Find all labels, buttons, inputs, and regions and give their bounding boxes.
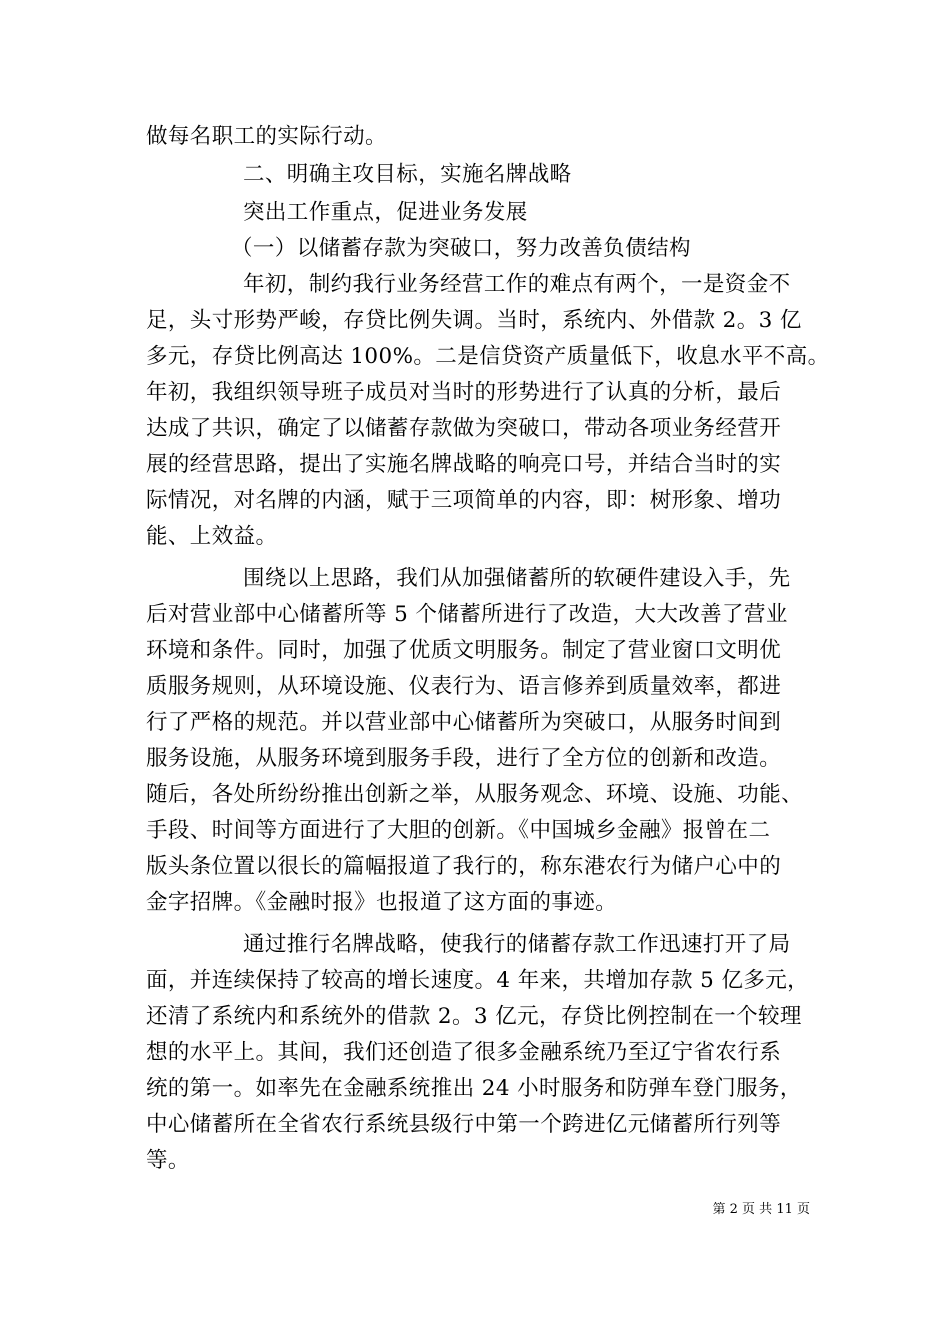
paragraph-line: 统的第一。如率先在金融系统推出 24 小时服务和防弹车登门服务，: [146, 1076, 802, 1101]
paragraph-line: 金字招牌。《金融时报》也报道了这方面的事迹。: [146, 890, 618, 915]
paragraph-line: 围绕以上思路，我们从加强储蓄所的软硬件建设入手，先: [243, 566, 791, 591]
paragraph-line: 手段、时间等方面进行了大胆的创新。《中国城乡金融》报曾在二: [146, 818, 771, 843]
paragraph-line: 随后，各处所纷纷推出创新之举，从服务观念、环境、设施、功能、: [146, 782, 804, 807]
paragraph-line: 展的经营思路，提出了实施名牌战略的响亮口号，并结合当时的实: [146, 452, 782, 477]
paragraph-line: 中心储蓄所在全省农行系统县级行中第一个跨进亿元储蓄所行列等: [146, 1112, 782, 1137]
page-number: 第 2 页 共 11 页: [712, 1202, 810, 1217]
paragraph-line: 年初，我组织领导班子成员对当时的形势进行了认真的分析，最后: [146, 380, 782, 405]
paragraph-line: 能、上效益。: [146, 524, 278, 549]
paragraph-line: 际情况，对名牌的内涵，赋于三项简单的内容，即：树形象、增功: [146, 488, 782, 513]
paragraph-line: 等。: [146, 1148, 190, 1173]
paragraph-line: 面，并连续保持了较高的增长速度。4 年来，共增加存款 5 亿多元，: [146, 968, 810, 993]
paragraph-line: 足，头寸形势严峻，存贷比例失调。当时，系统内、外借款 2。3 亿: [146, 308, 802, 333]
paragraph-line: 版头条位置以很长的篇幅报道了我行的，称东港农行为储户心中的: [146, 854, 782, 879]
paragraph-line: 行了严格的规范。并以营业部中心储蓄所为突破口，从服务时间到: [146, 710, 782, 735]
paragraph-line: 还清了系统内和系统外的借款 2。3 亿元，存贷比例控制在一个较理: [146, 1004, 802, 1029]
body-text-line: 做每名职工的实际行动。: [146, 124, 387, 149]
paragraph-line: 后对营业部中心储蓄所等 5 个储蓄所进行了改造，大大改善了营业: [146, 602, 788, 627]
paragraph-line: 多元，存贷比例高达 100%。二是信贷资产质量低下，收息水平不高。: [146, 344, 830, 369]
section-subheading: 突出工作重点，促进业务发展: [243, 200, 528, 225]
paragraph-line: 质服务规则，从环境设施、仪表行为、语言修养到质量效率，都进: [146, 674, 782, 699]
section-heading: 二、明确主攻目标，实施名牌战略: [243, 162, 572, 187]
paragraph-line: 服务设施，从服务环境到服务手段，进行了全方位的创新和改造。: [146, 746, 782, 771]
paragraph-line: 通过推行名牌战略，使我行的储蓄存款工作迅速打开了局: [243, 932, 791, 957]
subsection-heading: （一）以储蓄存款为突破口，努力改善负债结构: [231, 236, 691, 261]
paragraph-line: 想的水平上。其间，我们还创造了很多金融系统乃至辽宁省农行系: [146, 1040, 782, 1065]
paragraph-line: 年初，制约我行业务经营工作的难点有两个，一是资金不: [243, 272, 791, 297]
paragraph-line: 环境和条件。同时，加强了优质文明服务。制定了营业窗口文明优: [146, 638, 782, 663]
paragraph-line: 达成了共识，确定了以储蓄存款做为突破口，带动各项业务经营开: [146, 416, 782, 441]
